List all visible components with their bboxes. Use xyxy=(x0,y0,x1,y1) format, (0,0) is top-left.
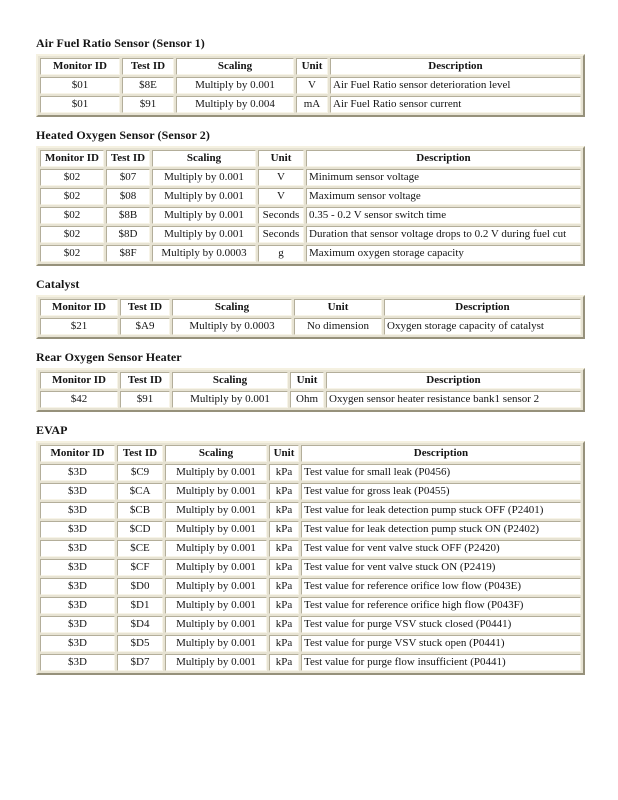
table-row xyxy=(40,245,581,262)
table-row xyxy=(40,502,581,519)
table-row xyxy=(40,169,581,186)
column-header-description: Description xyxy=(301,445,581,462)
header-row-heated-oxygen-sensor-sensor-2 xyxy=(40,150,581,167)
column-header-monitor-id: Monitor ID xyxy=(40,299,118,316)
cell-description: Test value for vent valve stuck OFF (P2420) xyxy=(301,540,581,557)
cell-monitor-id: $01 xyxy=(40,96,120,113)
column-header-test-id: Test ID xyxy=(120,299,170,316)
cell-scaling: Multiply by 0.001 xyxy=(152,188,256,205)
cell-monitor-id: $3D xyxy=(40,559,115,576)
cell-monitor-id: $02 xyxy=(40,226,104,243)
cell-test-id: $8B xyxy=(106,207,150,224)
cell-description: Test value for reference orifice low flow (P043E) xyxy=(301,578,581,595)
cell-unit: kPa xyxy=(269,559,299,576)
table-evap xyxy=(36,441,585,675)
cell-scaling: Multiply by 0.0003 xyxy=(152,245,256,262)
cell-scaling: Multiply by 0.001 xyxy=(165,559,267,576)
cell-scaling: Multiply by 0.004 xyxy=(176,96,294,113)
cell-monitor-id: $3D xyxy=(40,635,115,652)
column-header-description: Description xyxy=(330,58,581,75)
section-title-rear-oxygen-sensor-heater: Rear Oxygen Sensor Heater xyxy=(36,350,182,364)
cell-unit: kPa xyxy=(269,483,299,500)
cell-test-id: $A9 xyxy=(120,318,170,335)
column-header-monitor-id: Monitor ID xyxy=(40,372,118,389)
cell-unit: No dimension xyxy=(294,318,382,335)
cell-description: Test value for vent valve stuck ON (P2419) xyxy=(301,559,581,576)
table-catalyst xyxy=(36,295,585,339)
table-row xyxy=(40,188,581,205)
table-row xyxy=(40,318,581,335)
cell-scaling: Multiply by 0.001 xyxy=(152,207,256,224)
cell-monitor-id: $01 xyxy=(40,77,120,94)
cell-monitor-id: $3D xyxy=(40,521,115,538)
cell-scaling: Multiply by 0.001 xyxy=(165,464,267,481)
table-air-fuel-ratio-sensor-sensor-1 xyxy=(36,54,585,117)
cell-description: Test value for small leak (P0456) xyxy=(301,464,581,481)
table-row xyxy=(40,654,581,671)
table-row xyxy=(40,635,581,652)
table-heated-oxygen-sensor-sensor-2 xyxy=(36,146,585,266)
cell-scaling: Multiply by 0.001 xyxy=(176,77,294,94)
cell-monitor-id: $3D xyxy=(40,464,115,481)
cell-test-id: $CE xyxy=(117,540,163,557)
section-title-heated-oxygen-sensor-sensor-2: Heated Oxygen Sensor (Sensor 2) xyxy=(36,128,210,142)
cell-unit: V xyxy=(296,77,328,94)
section-title-evap: EVAP xyxy=(36,423,68,437)
cell-description: Test value for purge VSV stuck closed (P0441) xyxy=(301,616,581,633)
column-header-monitor-id: Monitor ID xyxy=(40,445,115,462)
cell-test-id: $CB xyxy=(117,502,163,519)
cell-test-id: $C9 xyxy=(117,464,163,481)
cell-monitor-id: $3D xyxy=(40,616,115,633)
column-header-unit: Unit xyxy=(296,58,328,75)
table-row xyxy=(40,540,581,557)
cell-monitor-id: $3D xyxy=(40,540,115,557)
column-header-scaling: Scaling xyxy=(165,445,267,462)
column-header-unit: Unit xyxy=(269,445,299,462)
column-header-test-id: Test ID xyxy=(106,150,150,167)
cell-unit: kPa xyxy=(269,464,299,481)
cell-description: Minimum sensor voltage xyxy=(306,169,581,186)
cell-test-id: $D5 xyxy=(117,635,163,652)
cell-description: Maximum oxygen storage capacity xyxy=(306,245,581,262)
cell-test-id: $D7 xyxy=(117,654,163,671)
cell-monitor-id: $21 xyxy=(40,318,118,335)
table-row xyxy=(40,226,581,243)
table-row xyxy=(40,559,581,576)
table-row xyxy=(40,391,581,408)
cell-scaling: Multiply by 0.001 xyxy=(165,635,267,652)
cell-scaling: Multiply by 0.001 xyxy=(165,502,267,519)
cell-description: Maximum sensor voltage xyxy=(306,188,581,205)
section-title-catalyst: Catalyst xyxy=(36,277,80,291)
table-row xyxy=(40,597,581,614)
cell-scaling: Multiply by 0.001 xyxy=(165,540,267,557)
cell-test-id: $D1 xyxy=(117,597,163,614)
section-title-air-fuel-ratio-sensor-sensor-1: Air Fuel Ratio Sensor (Sensor 1) xyxy=(36,36,205,50)
cell-description: Test value for gross leak (P0455) xyxy=(301,483,581,500)
column-header-test-id: Test ID xyxy=(117,445,163,462)
cell-unit: V xyxy=(258,188,304,205)
table-row xyxy=(40,96,581,113)
cell-monitor-id: $02 xyxy=(40,245,104,262)
table-row xyxy=(40,207,581,224)
cell-scaling: Multiply by 0.001 xyxy=(165,521,267,538)
cell-description: Duration that sensor voltage drops to 0.2 V during fuel cut xyxy=(306,226,581,243)
cell-monitor-id: $3D xyxy=(40,502,115,519)
cell-unit: kPa xyxy=(269,540,299,557)
cell-monitor-id: $3D xyxy=(40,578,115,595)
cell-monitor-id: $3D xyxy=(40,597,115,614)
cell-description: Oxygen storage capacity of catalyst xyxy=(384,318,581,335)
header-row-evap xyxy=(40,445,581,462)
cell-scaling: Multiply by 0.001 xyxy=(165,483,267,500)
cell-scaling: Multiply by 0.001 xyxy=(172,391,288,408)
cell-description: Test value for leak detection pump stuck OFF (P2401) xyxy=(301,502,581,519)
cell-test-id: $CD xyxy=(117,521,163,538)
column-header-description: Description xyxy=(384,299,581,316)
column-header-test-id: Test ID xyxy=(122,58,174,75)
cell-description: Oxygen sensor heater resistance bank1 sensor 2 xyxy=(326,391,581,408)
cell-description: 0.35 - 0.2 V sensor switch time xyxy=(306,207,581,224)
cell-unit: Seconds xyxy=(258,226,304,243)
cell-monitor-id: $02 xyxy=(40,169,104,186)
cell-scaling: Multiply by 0.001 xyxy=(165,616,267,633)
table-row xyxy=(40,578,581,595)
cell-scaling: Multiply by 0.0003 xyxy=(172,318,292,335)
cell-unit: V xyxy=(258,169,304,186)
cell-description: Test value for reference orifice high flow (P043F) xyxy=(301,597,581,614)
column-header-scaling: Scaling xyxy=(172,372,288,389)
cell-test-id: $8E xyxy=(122,77,174,94)
cell-test-id: $D4 xyxy=(117,616,163,633)
table-rear-oxygen-sensor-heater xyxy=(36,368,585,412)
table-row xyxy=(40,77,581,94)
column-header-monitor-id: Monitor ID xyxy=(40,150,104,167)
cell-unit: kPa xyxy=(269,616,299,633)
table-row xyxy=(40,464,581,481)
header-row-rear-oxygen-sensor-heater xyxy=(40,372,581,389)
cell-unit: kPa xyxy=(269,597,299,614)
cell-description: Air Fuel Ratio sensor deterioration level xyxy=(330,77,581,94)
cell-test-id: $08 xyxy=(106,188,150,205)
cell-monitor-id: $42 xyxy=(40,391,118,408)
cell-unit: mA xyxy=(296,96,328,113)
cell-test-id: $91 xyxy=(122,96,174,113)
table-row xyxy=(40,521,581,538)
column-header-test-id: Test ID xyxy=(120,372,170,389)
cell-test-id: $8D xyxy=(106,226,150,243)
header-row-catalyst xyxy=(40,299,581,316)
cell-unit: g xyxy=(258,245,304,262)
cell-monitor-id: $02 xyxy=(40,188,104,205)
cell-unit: Ohm xyxy=(290,391,324,408)
cell-test-id: $D0 xyxy=(117,578,163,595)
cell-scaling: Multiply by 0.001 xyxy=(165,578,267,595)
cell-unit: kPa xyxy=(269,521,299,538)
cell-monitor-id: $3D xyxy=(40,654,115,671)
cell-description: Air Fuel Ratio sensor current xyxy=(330,96,581,113)
column-header-description: Description xyxy=(326,372,581,389)
cell-monitor-id: $3D xyxy=(40,483,115,500)
column-header-description: Description xyxy=(306,150,581,167)
cell-unit: kPa xyxy=(269,635,299,652)
cell-scaling: Multiply by 0.001 xyxy=(152,226,256,243)
cell-unit: kPa xyxy=(269,502,299,519)
column-header-unit: Unit xyxy=(290,372,324,389)
column-header-monitor-id: Monitor ID xyxy=(40,58,120,75)
cell-scaling: Multiply by 0.001 xyxy=(165,597,267,614)
cell-test-id: $07 xyxy=(106,169,150,186)
cell-test-id: $91 xyxy=(120,391,170,408)
cell-description: Test value for purge flow insufficient (P0441) xyxy=(301,654,581,671)
cell-description: Test value for leak detection pump stuck ON (P2402) xyxy=(301,521,581,538)
cell-monitor-id: $02 xyxy=(40,207,104,224)
column-header-unit: Unit xyxy=(258,150,304,167)
column-header-scaling: Scaling xyxy=(176,58,294,75)
cell-scaling: Multiply by 0.001 xyxy=(152,169,256,186)
column-header-unit: Unit xyxy=(294,299,382,316)
cell-test-id: $CA xyxy=(117,483,163,500)
cell-scaling: Multiply by 0.001 xyxy=(165,654,267,671)
cell-description: Test value for purge VSV stuck open (P0441) xyxy=(301,635,581,652)
cell-test-id: $CF xyxy=(117,559,163,576)
table-row xyxy=(40,616,581,633)
column-header-scaling: Scaling xyxy=(152,150,256,167)
cell-test-id: $8F xyxy=(106,245,150,262)
cell-unit: kPa xyxy=(269,578,299,595)
column-header-scaling: Scaling xyxy=(172,299,292,316)
header-row-air-fuel-ratio-sensor-sensor-1 xyxy=(40,58,581,75)
cell-unit: kPa xyxy=(269,654,299,671)
cell-unit: Seconds xyxy=(258,207,304,224)
table-row xyxy=(40,483,581,500)
